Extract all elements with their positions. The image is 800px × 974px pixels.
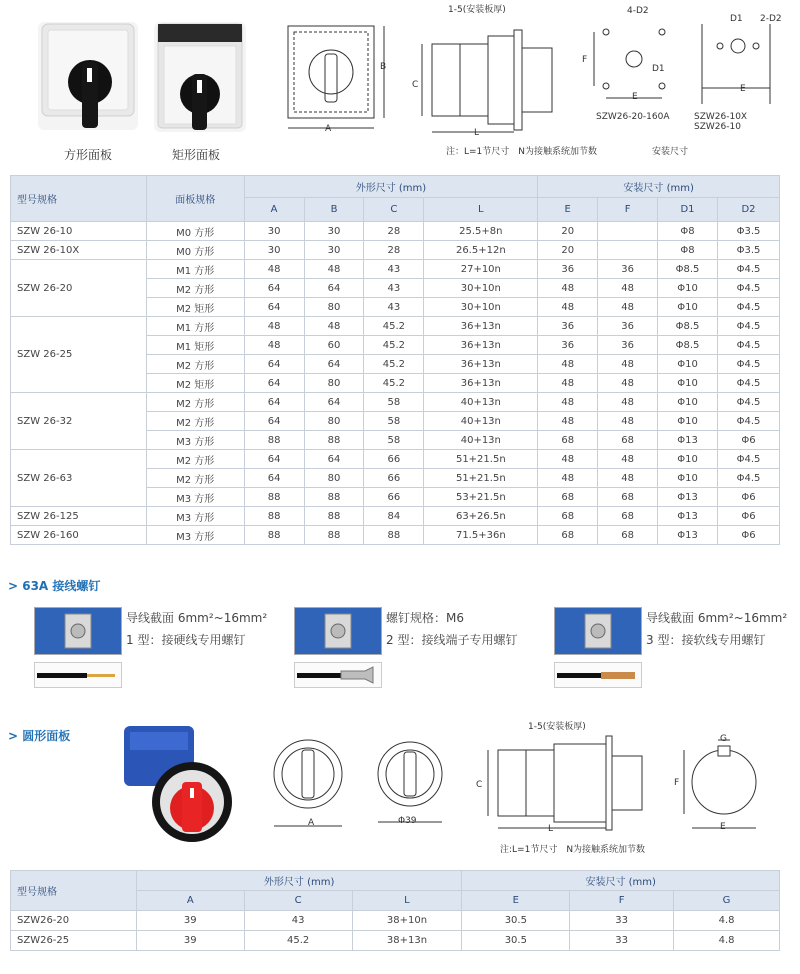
model-10x-a: SZW26-10X (694, 112, 748, 122)
col-header: B (304, 198, 364, 222)
value-cell: 36+13n (424, 355, 538, 374)
value-cell: 20 (538, 241, 598, 260)
install-size-label: 安装尺寸 (652, 147, 689, 157)
value-cell: Φ13 (658, 488, 718, 507)
value-cell: 48 (244, 336, 304, 355)
panel-cell: M1 矩形 (146, 336, 244, 355)
panel-cell: M3 方形 (146, 526, 244, 545)
value-cell: 64 (304, 355, 364, 374)
value-cell: 88 (364, 526, 424, 545)
value-cell: Φ8 (658, 241, 718, 260)
value-cell: 36 (598, 336, 658, 355)
panel-cell: M2 矩形 (146, 298, 244, 317)
value-cell: Φ6 (717, 431, 779, 450)
panel-cell: M2 方形 (146, 412, 244, 431)
screw-type1-line1: 导线截面 6mm²~16mm² (126, 611, 268, 625)
value-cell: 88 (304, 488, 364, 507)
value-cell: Φ10 (658, 279, 718, 298)
t2-col-header: F (570, 891, 674, 911)
model-cell: SZW 26-10X (11, 241, 147, 260)
value-cell: 40+13n (424, 431, 538, 450)
value-cell: 64 (244, 355, 304, 374)
t2-cell: SZW26-25 (11, 931, 137, 951)
col-header: C (364, 198, 424, 222)
value-cell: 30 (244, 222, 304, 241)
screws-section-title: > 63A 接线螺钉 (8, 579, 101, 593)
value-cell: Φ8.5 (658, 260, 718, 279)
value-cell: 84 (364, 507, 424, 526)
header-outer: 外形尺寸 (mm) (244, 176, 538, 198)
value-cell: 48 (598, 279, 658, 298)
value-cell: 30 (304, 222, 364, 241)
front-dim-b: B (380, 62, 387, 72)
value-cell: 68 (538, 431, 598, 450)
table-row (11, 222, 780, 241)
value-cell: Φ4.5 (717, 260, 779, 279)
value-cell: Φ3.5 (717, 241, 779, 260)
value-cell: 48 (304, 317, 364, 336)
value-cell: 48 (244, 317, 304, 336)
panel-cell: M0 方形 (146, 241, 244, 260)
value-cell: 63+26.5n (424, 507, 538, 526)
panel-cell: M3 方形 (146, 507, 244, 526)
value-cell: 48 (538, 374, 598, 393)
model-cell: SZW 26-20 (11, 260, 147, 317)
hole-2-dim-e: E (740, 84, 746, 94)
screw-type1-text (126, 607, 267, 651)
col-header: D2 (717, 198, 779, 222)
value-cell: Φ4.5 (717, 336, 779, 355)
screw-type1-photo (34, 607, 122, 655)
value-cell: 51+21.5n (424, 450, 538, 469)
value-cell: 80 (304, 298, 364, 317)
panel-cell: M2 矩形 (146, 374, 244, 393)
hole-label-d1: D1 (730, 14, 743, 24)
screw-type1-line2: 1 型：接硬线专用螺钉 (126, 633, 246, 647)
value-cell: 36 (598, 260, 658, 279)
value-cell: 30+10n (424, 279, 538, 298)
t2-header-outer: 外形尺寸 (mm) (136, 871, 462, 891)
square-panel-label: 方形面板 (64, 148, 113, 162)
value-cell: Φ6 (717, 526, 779, 545)
value-cell: Φ10 (658, 412, 718, 431)
value-cell: Φ8.5 (658, 317, 718, 336)
round-side-view (474, 730, 660, 836)
value-cell: Φ13 (658, 507, 718, 526)
table-row (11, 317, 780, 336)
t2-cell: 45.2 (244, 931, 352, 951)
value-cell: Φ10 (658, 374, 718, 393)
col-header: A (244, 198, 304, 222)
value-cell: 48 (598, 374, 658, 393)
value-cell: 48 (538, 469, 598, 488)
t2-cell: SZW26-20 (11, 911, 137, 931)
value-cell: 88 (304, 526, 364, 545)
hole-pattern-2-drawing (694, 24, 794, 108)
col-header: D1 (658, 198, 718, 222)
value-cell: Φ6 (717, 488, 779, 507)
value-cell: 80 (304, 374, 364, 393)
model-cell: SZW 26-125 (11, 507, 147, 526)
value-cell: Φ4.5 (717, 317, 779, 336)
value-cell: 43 (364, 298, 424, 317)
value-cell: Φ4.5 (717, 355, 779, 374)
value-cell: 28 (364, 222, 424, 241)
value-cell: 64 (244, 374, 304, 393)
value-cell: 64 (244, 393, 304, 412)
value-cell: 66 (364, 469, 424, 488)
screw-type3-line1: 导线截面 6mm²~16mm² (646, 611, 788, 625)
value-cell: 26.5+12n (424, 241, 538, 260)
round-dim-l: L (548, 824, 554, 834)
value-cell: 88 (244, 507, 304, 526)
value-cell: Φ4.5 (717, 279, 779, 298)
value-cell: 58 (364, 431, 424, 450)
value-cell: 88 (304, 431, 364, 450)
round-dim-phi39: Φ39 (398, 816, 417, 826)
t2-col-header: E (462, 891, 570, 911)
t2-col-header: C (244, 891, 352, 911)
value-cell: 88 (244, 526, 304, 545)
value-cell (598, 241, 658, 260)
model-cell: SZW 26-10 (11, 222, 147, 241)
t2-header-model: 型号规格 (11, 871, 137, 911)
value-cell: 20 (538, 222, 598, 241)
t2-cell: 33 (570, 911, 674, 931)
value-cell: Φ4.5 (717, 393, 779, 412)
hole-label-2d2: 2-D2 (760, 14, 782, 24)
value-cell: 36+13n (424, 374, 538, 393)
panel-cell: M2 方形 (146, 450, 244, 469)
panel-cell: M2 方形 (146, 279, 244, 298)
round-dim-c: C (476, 780, 483, 790)
front-dim-a: A (325, 124, 332, 134)
table-row (11, 507, 780, 526)
model-cell: SZW 26-160 (11, 526, 147, 545)
t2-col-header: L (352, 891, 462, 911)
panel-cell: M1 方形 (146, 317, 244, 336)
value-cell: 64 (244, 469, 304, 488)
panel-cell: M3 方形 (146, 488, 244, 507)
side-panel-thickness: 1-5(安装板厚) (448, 5, 506, 15)
value-cell: Φ3.5 (717, 222, 779, 241)
model-160a: SZW26-20-160A (596, 112, 670, 122)
value-cell: 53+21.5n (424, 488, 538, 507)
col-header: L (424, 198, 538, 222)
value-cell: 36 (598, 317, 658, 336)
value-cell: Φ4.5 (717, 374, 779, 393)
value-cell: 48 (598, 355, 658, 374)
panel-cell: M3 方形 (146, 431, 244, 450)
panel-cell: M0 方形 (146, 222, 244, 241)
value-cell: 25.5+8n (424, 222, 538, 241)
header-install: 安装尺寸 (mm) (538, 176, 780, 198)
value-cell: 48 (304, 260, 364, 279)
front-view-drawing (280, 8, 398, 143)
value-cell: 36 (538, 260, 598, 279)
spec-table-main (10, 175, 780, 545)
value-cell: 68 (538, 507, 598, 526)
value-cell: 66 (364, 488, 424, 507)
table-row (11, 450, 780, 469)
value-cell: 40+13n (424, 412, 538, 431)
value-cell: Φ10 (658, 469, 718, 488)
round-dim-f: F (674, 778, 680, 788)
value-cell: Φ13 (658, 431, 718, 450)
value-cell: 58 (364, 393, 424, 412)
value-cell: 64 (244, 450, 304, 469)
value-cell: 68 (598, 488, 658, 507)
value-cell: 80 (304, 469, 364, 488)
value-cell: 48 (538, 298, 598, 317)
value-cell: 58 (364, 412, 424, 431)
header-panel: 面板规格 (146, 176, 244, 222)
value-cell: 64 (244, 298, 304, 317)
value-cell: 30+10n (424, 298, 538, 317)
value-cell: 48 (538, 355, 598, 374)
value-cell: Φ10 (658, 450, 718, 469)
value-cell: Φ4.5 (717, 412, 779, 431)
screw-type2-line2: 2 型：接线端子专用螺钉 (386, 633, 518, 647)
round-dim-a: A (308, 818, 315, 828)
hole-4-dim-f: F (582, 55, 588, 65)
value-cell: 48 (598, 298, 658, 317)
value-cell: Φ10 (658, 298, 718, 317)
t2-cell: 4.8 (674, 931, 780, 951)
wire-type1-photo (34, 662, 122, 688)
value-cell: 68 (538, 488, 598, 507)
value-cell: 64 (244, 412, 304, 431)
value-cell: 51+21.5n (424, 469, 538, 488)
value-cell: 48 (538, 450, 598, 469)
round-note: 注:L=1节尺寸 N为接触系统加节数 (500, 845, 646, 855)
value-cell: Φ10 (658, 355, 718, 374)
side-dim-l: L (474, 128, 480, 138)
panel-cell: M2 方形 (146, 393, 244, 412)
side-view-drawing (410, 14, 570, 144)
square-panel-photo (38, 22, 138, 130)
round-panel-thickness: 1-5(安装板厚) (528, 722, 586, 732)
t2-cell: 38+10n (352, 911, 462, 931)
hole-label-4d2: 4-D2 (627, 6, 649, 16)
value-cell: 43 (364, 279, 424, 298)
value-cell: Φ6 (717, 507, 779, 526)
t2-cell: 30.5 (462, 931, 570, 951)
t2-row (11, 931, 780, 951)
value-cell: 80 (304, 412, 364, 431)
round-dim-e: E (720, 822, 726, 832)
value-cell: 48 (598, 393, 658, 412)
screw-type3-photo (554, 607, 642, 655)
value-cell: 88 (304, 507, 364, 526)
value-cell: 45.2 (364, 355, 424, 374)
value-cell: 64 (304, 450, 364, 469)
value-cell: 68 (598, 507, 658, 526)
header-model: 型号规格 (11, 176, 147, 222)
screw-type2-photo (294, 607, 382, 655)
value-cell: 48 (598, 469, 658, 488)
value-cell: 64 (244, 279, 304, 298)
value-cell: 88 (244, 431, 304, 450)
model-cell: SZW 26-32 (11, 393, 147, 450)
value-cell: 45.2 (364, 336, 424, 355)
value-cell: 48 (598, 450, 658, 469)
screw-type3-line2: 3 型：接软线专用螺钉 (646, 633, 766, 647)
value-cell: 68 (598, 431, 658, 450)
rect-panel-photo (154, 22, 246, 132)
value-cell: 40+13n (424, 393, 538, 412)
col-header: E (538, 198, 598, 222)
value-cell: Φ4.5 (717, 450, 779, 469)
value-cell: 30 (244, 241, 304, 260)
value-cell: Φ13 (658, 526, 718, 545)
panel-cell: M1 方形 (146, 260, 244, 279)
round-dim-g: G (720, 734, 727, 744)
panel-cell: M2 方形 (146, 469, 244, 488)
t2-cell: 39 (136, 931, 244, 951)
model-cell: SZW 26-63 (11, 450, 147, 507)
t2-cell: 43 (244, 911, 352, 931)
value-cell: 36 (538, 317, 598, 336)
value-cell: Φ8.5 (658, 336, 718, 355)
side-dim-c: C (412, 80, 419, 90)
screw-type3-text (646, 607, 787, 651)
model-10x-b: SZW26-10 (694, 122, 741, 132)
value-cell: Φ4.5 (717, 469, 779, 488)
screw-type2-line1: 螺钉规格：M6 (386, 611, 464, 625)
round-switch-photo (110, 718, 242, 848)
spec-table-round (10, 870, 780, 951)
t2-cell: 33 (570, 931, 674, 951)
value-cell: 71.5+36n (424, 526, 538, 545)
value-cell: Φ10 (658, 393, 718, 412)
value-cell (598, 222, 658, 241)
value-cell: 68 (538, 526, 598, 545)
t2-cell: 39 (136, 911, 244, 931)
table-row (11, 241, 780, 260)
table-row (11, 393, 780, 412)
value-cell: 48 (538, 279, 598, 298)
value-cell: 36+13n (424, 317, 538, 336)
t2-col-header: G (674, 891, 780, 911)
top-note: 注：L=1节尺寸 N为接触系统加节数 (446, 147, 598, 157)
value-cell: 48 (538, 393, 598, 412)
panel-cell: M2 方形 (146, 355, 244, 374)
t2-cell: 4.8 (674, 911, 780, 931)
value-cell: 60 (304, 336, 364, 355)
rect-panel-label: 矩形面板 (172, 148, 221, 162)
value-cell: 64 (304, 393, 364, 412)
screw-type2-text (386, 607, 517, 651)
model-cell: SZW 26-25 (11, 317, 147, 393)
value-cell: 27+10n (424, 260, 538, 279)
value-cell: 36+13n (424, 336, 538, 355)
wire-type3-photo (554, 662, 642, 688)
hole-4-dim-e: E (632, 92, 638, 102)
wire-type2-photo (294, 662, 382, 688)
hole-4-dim-d1: D1 (652, 64, 665, 74)
table-row (11, 260, 780, 279)
value-cell: 48 (598, 412, 658, 431)
value-cell: 30 (304, 241, 364, 260)
value-cell: 64 (304, 279, 364, 298)
value-cell: 45.2 (364, 317, 424, 336)
value-cell: 66 (364, 450, 424, 469)
t2-row (11, 911, 780, 931)
round-section-title: > 圆形面板 (8, 729, 71, 743)
value-cell: 28 (364, 241, 424, 260)
t2-col-header: A (136, 891, 244, 911)
value-cell: 48 (538, 412, 598, 431)
col-header: F (598, 198, 658, 222)
value-cell: 43 (364, 260, 424, 279)
t2-header-install: 安装尺寸 (mm) (462, 871, 780, 891)
value-cell: Φ8 (658, 222, 718, 241)
value-cell: 48 (244, 260, 304, 279)
value-cell: 36 (538, 336, 598, 355)
value-cell: 45.2 (364, 374, 424, 393)
value-cell: 68 (598, 526, 658, 545)
value-cell: 88 (244, 488, 304, 507)
table-row (11, 526, 780, 545)
t2-cell: 38+13n (352, 931, 462, 951)
t2-cell: 30.5 (462, 911, 570, 931)
value-cell: Φ4.5 (717, 298, 779, 317)
